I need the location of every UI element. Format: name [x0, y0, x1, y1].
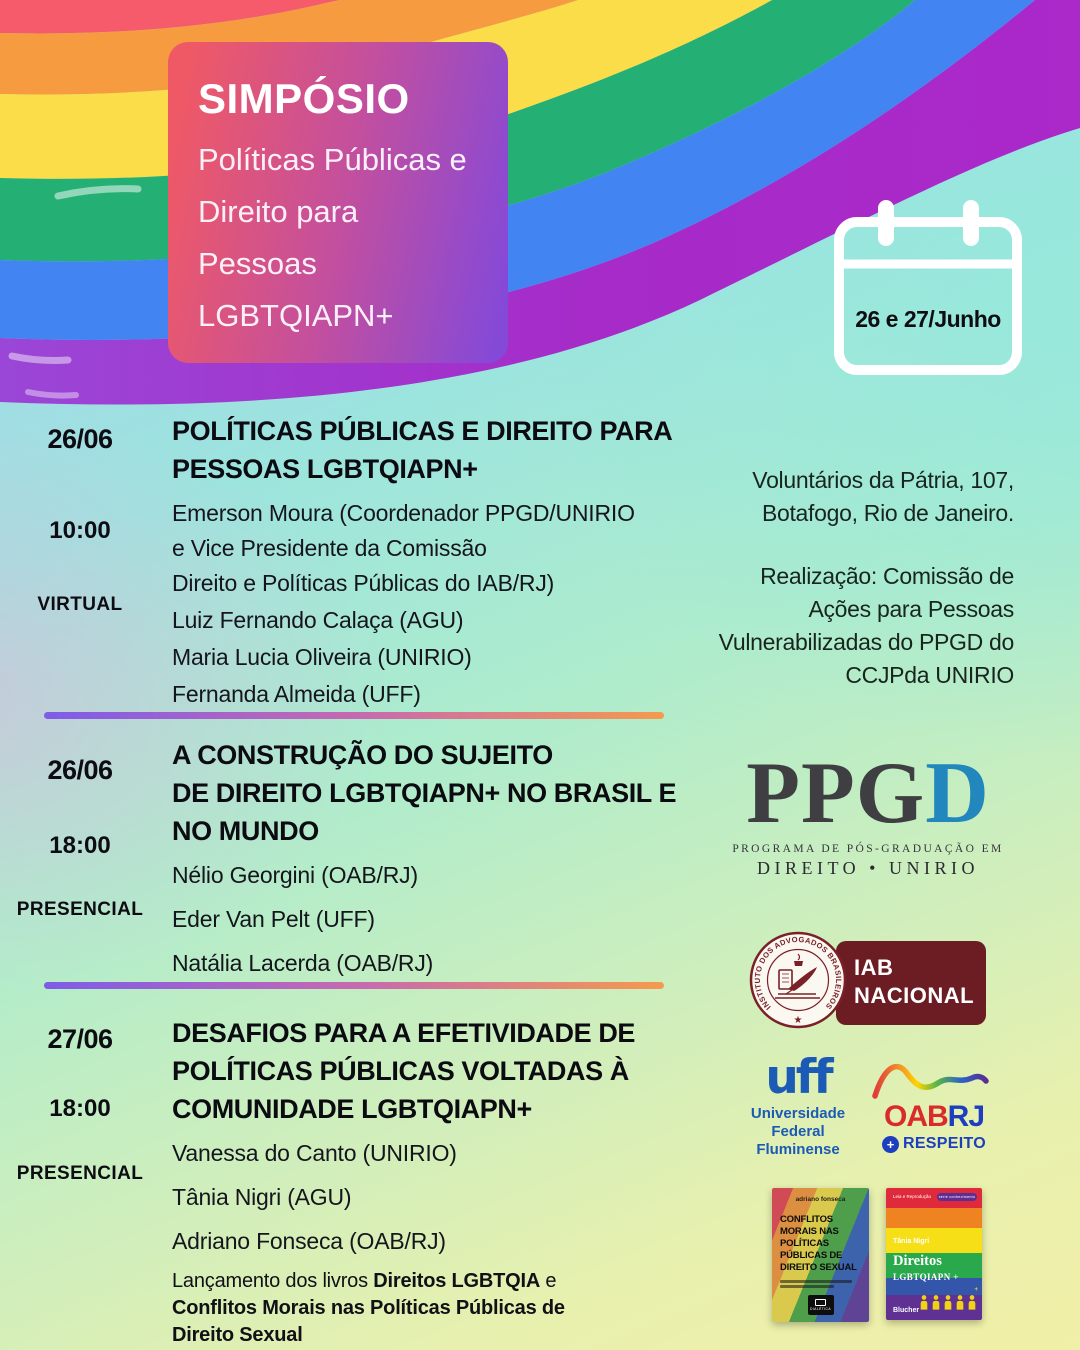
book1-author: adriano fonseca	[795, 1196, 846, 1203]
uff-name-line: Federal	[771, 1123, 825, 1140]
book1-subtitle-bars	[780, 1280, 852, 1290]
realization-line: Realização: Comissão de	[760, 563, 1014, 589]
poster-kicker: SIMPÓSIO	[198, 75, 410, 122]
speaker-line: Eder Van Pelt (UFF)	[172, 906, 375, 932]
uff-name	[738, 1105, 858, 1159]
realization-line: Ações para Pessoas	[808, 596, 1014, 622]
uff-name-line: Universidade	[750, 1105, 846, 1122]
ppgd-wordmark-accent: D	[925, 745, 990, 842]
book2-plus-mark: +	[974, 1287, 978, 1293]
book2-title	[893, 1254, 959, 1285]
book2-title-sub: LGBTQIAPN +	[893, 1272, 959, 1282]
uff-name-line: Fluminense	[756, 1141, 840, 1158]
session3-mode: PRESENCIAL	[16, 1163, 144, 1184]
session3-date: 27/06	[47, 1024, 113, 1054]
speaker	[172, 1180, 688, 1215]
book-cover-conflitos-morais	[772, 1188, 869, 1322]
session3-title	[172, 1014, 688, 1128]
speaker	[172, 496, 688, 601]
speaker	[172, 1136, 688, 1171]
note-book1-title: Direitos LGBTQIA	[373, 1270, 541, 1292]
poster-title-line: LGBTQIAPN+	[198, 298, 394, 334]
ppgd-wordmark	[730, 745, 1006, 842]
iab-seal-icon	[748, 930, 848, 1030]
session2-title-line: DE DIREITO LGBTQIAPN+ NO BRASIL E	[172, 778, 677, 808]
session2-title-line: A CONSTRUÇÃO DO SUJEITO	[172, 740, 553, 770]
speaker-line: e Vice Presidente da Comissão	[172, 535, 487, 561]
speaker-line: Emerson Moura (Coordenador PPGD/UNIRIO	[172, 500, 635, 526]
session1-title-line: POLÍTICAS PÚBLICAS E DIREITO PARA	[172, 416, 673, 446]
book-launch-note	[172, 1268, 688, 1349]
poster-title-line: Políticas Públicas e	[198, 142, 467, 178]
oabrj-rainbow-squiggle-icon	[870, 1056, 990, 1100]
person-icon	[931, 1294, 941, 1311]
event-dates-label: 26 e 27/Junho	[855, 306, 1001, 332]
session3-time: 18:00	[49, 1095, 111, 1122]
person-icon	[967, 1294, 977, 1311]
speaker	[172, 677, 688, 712]
session1-title	[172, 412, 688, 488]
poster-title	[198, 134, 480, 342]
session3-title-line: POLÍTICAS PÚBLICAS VOLTADAS À	[172, 1056, 629, 1086]
ppgd-logo	[730, 745, 1006, 879]
book1-title: CONFLITOS MORAIS NAS POLÍTICAS PÚBLICAS DE DIREITO SEXUAL	[780, 1214, 857, 1273]
ppgd-subtitle: PROGRAMA DE PÓS-GRADUAÇÃO EM	[732, 843, 1004, 855]
book2-stripe-orange	[886, 1208, 982, 1228]
uff-wordmark: uff	[765, 1050, 831, 1105]
realization-line: Vulnerabilizadas do PPGD do	[718, 629, 1014, 655]
publisher-book-icon	[815, 1299, 826, 1306]
oab-part: OAB	[883, 1100, 948, 1133]
speaker-line: Direito e Políticas Públicas do IAB/RJ)	[172, 570, 555, 596]
session2-title	[172, 736, 688, 850]
rj-part: RJ	[947, 1100, 985, 1133]
book-cover-direitos-lgbtqiapn	[886, 1188, 982, 1320]
speaker	[172, 603, 688, 638]
session1-date: 26/06	[47, 424, 113, 454]
speaker-line: Tânia Nigri (AGU)	[172, 1184, 352, 1210]
speaker-line: Fernanda Almeida (UFF)	[172, 681, 421, 707]
oabrj-wordmark	[870, 1102, 998, 1132]
session2-time: 18:00	[49, 832, 111, 859]
poster-title-line: Direito para	[198, 194, 359, 230]
book2-people-icons	[919, 1294, 977, 1311]
book2-title-main: Direitos	[893, 1253, 942, 1269]
speaker-line: Natália Lacerda (OAB/RJ)	[172, 950, 434, 976]
speaker	[172, 902, 688, 937]
iab-badge-line: NACIONAL	[854, 983, 975, 1008]
book2-series-left: Leia e Reprodução	[893, 1194, 932, 1199]
book-launch-line	[172, 1268, 688, 1295]
plus-respeito-icon: +	[882, 1136, 899, 1153]
person-icon	[943, 1294, 953, 1311]
speaker-line: Maria Lucia Oliveira (UNIRIO)	[172, 644, 472, 670]
iab-nacional-badge	[836, 941, 986, 1025]
person-icon	[919, 1294, 929, 1311]
session2-block	[172, 736, 688, 990]
session2-date: 26/06	[47, 755, 113, 785]
book2-series-badge: série conhecimento	[938, 1195, 976, 1199]
session2-mode: PRESENCIAL	[16, 899, 144, 920]
session1-time: 10:00	[49, 517, 111, 544]
speaker	[172, 946, 688, 981]
venue-line: Voluntários da Pátria, 107,	[752, 467, 1014, 493]
oabrj-logo	[870, 1056, 998, 1153]
book-launch-line: Conflitos Morais nas Políticas Públicas de	[172, 1297, 565, 1319]
venue-address	[614, 464, 1014, 530]
session3-title-line: COMUNIDADE LGBTQIAPN+	[172, 1094, 532, 1124]
speaker	[172, 640, 688, 675]
speaker-line: Adriano Fonseca (OAB/RJ)	[172, 1228, 446, 1254]
ppgd-wordmark-dark: PPG	[746, 745, 926, 842]
realization-line: CCJPda UNIRIO	[845, 662, 1014, 688]
realization-credit	[614, 560, 1014, 692]
session2-title-line: NO MUNDO	[172, 816, 319, 846]
calendar-icon	[830, 196, 1026, 378]
session1-mode: VIRTUAL	[37, 594, 123, 615]
session3-block	[172, 1014, 688, 1349]
iab-seal-text: INSTITUTO DOS ADVOGADOS BRASILEIROS	[752, 934, 844, 1012]
session3-title-line: DESAFIOS PARA A EFETIVIDADE DE	[172, 1018, 636, 1048]
speaker	[172, 858, 688, 893]
speaker	[172, 1224, 688, 1259]
iab-badge-line: IAB	[854, 955, 894, 980]
speaker-line: Nélio Georgini (OAB/RJ)	[172, 862, 418, 888]
title-card	[168, 42, 508, 363]
book1-publisher: DIALÉTICA	[809, 1307, 832, 1312]
section-divider	[44, 712, 664, 719]
poster-title-line: Pessoas	[198, 246, 317, 282]
book2-author: Tânia Nigri	[893, 1238, 930, 1246]
respeito-label: RESPEITO	[902, 1135, 987, 1152]
venue-line: Botafogo, Rio de Janeiro.	[761, 500, 1014, 526]
note-text: e	[540, 1270, 557, 1292]
oabrj-tagline	[870, 1135, 998, 1153]
section-divider	[44, 982, 664, 989]
book-launch-line: Direito Sexual	[172, 1324, 303, 1346]
iab-seal-star: ★	[793, 1015, 803, 1026]
book1-publisher-badge	[808, 1295, 834, 1315]
speaker-line: Luiz Fernando Calaça (AGU)	[172, 607, 464, 633]
session1-title-line: PESSOAS LGBTQIAPN+	[172, 454, 478, 484]
ppgd-program-name: DIREITO • UNIRIO	[757, 858, 979, 878]
session1-block	[172, 412, 688, 714]
person-icon	[955, 1294, 965, 1311]
note-text: Lançamento dos livros	[172, 1270, 374, 1292]
book2-publisher: Blucher	[893, 1307, 920, 1314]
uff-logo	[738, 1050, 858, 1159]
speaker-line: Vanessa do Canto (UNIRIO)	[172, 1140, 457, 1166]
